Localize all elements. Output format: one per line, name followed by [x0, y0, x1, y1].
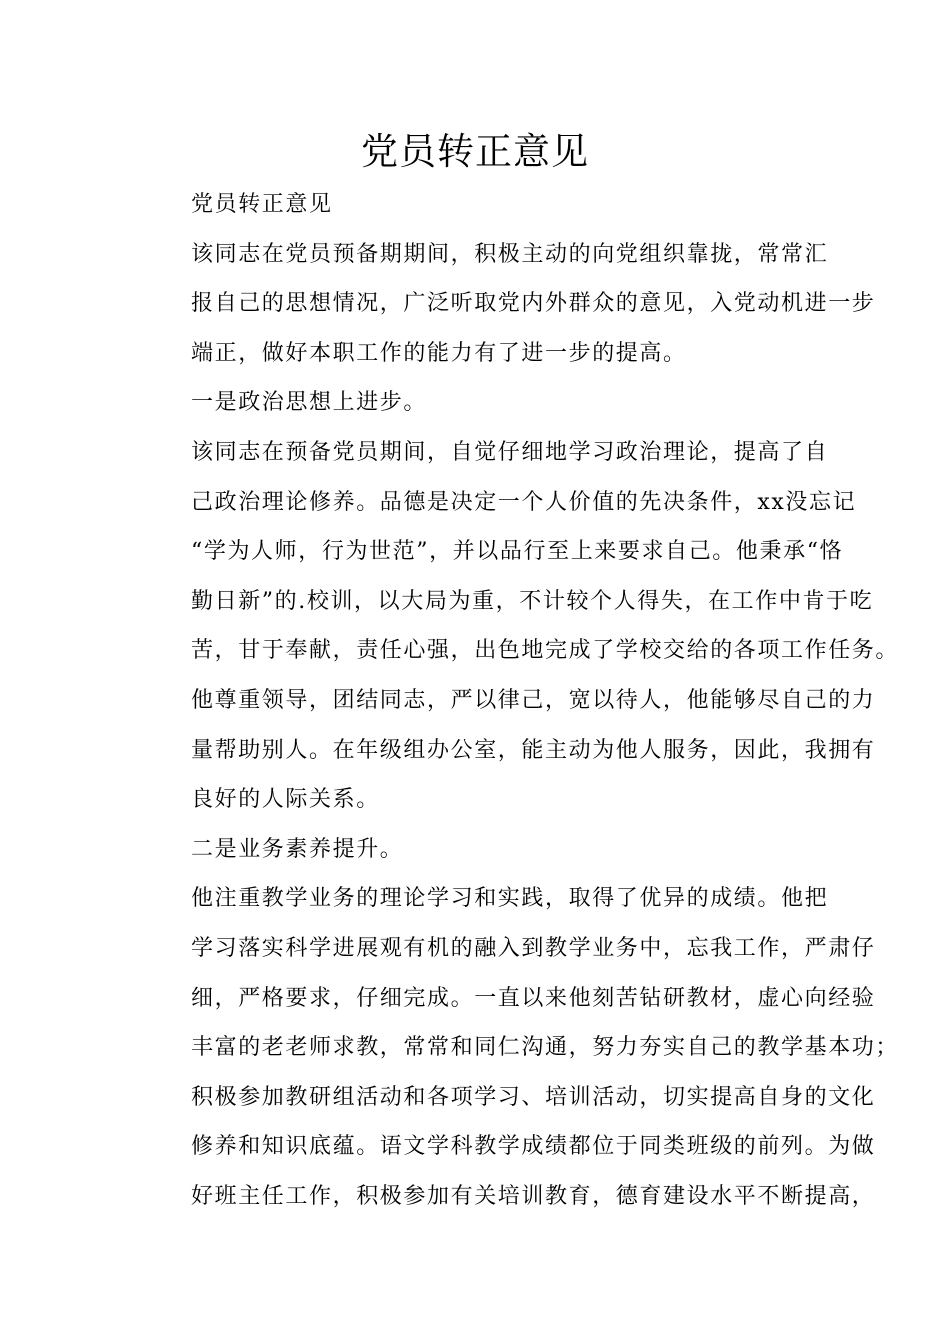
- text-line: 勤日新”的.校训，以大局为重，不计较个人得失，在工作中肯于吃: [191, 588, 874, 614]
- document-body: [147, 180, 900, 1221]
- text-line: 积极参加教研组活动和各项学习、培训活动，切实提高自身的文化: [191, 1084, 876, 1110]
- text-line: 该同志在党员预备期期间，积极主动的向党组织靠拢，常常汇: [191, 241, 829, 267]
- text-line: 修养和知识底蕴。语文学科教学成绩都位于同类班级的前列。为做: [191, 1134, 876, 1160]
- section-heading-political: [147, 378, 827, 428]
- text-line: 好班主任工作，积极参加有关培训教育，德育建设水平不断提高，: [191, 1183, 876, 1209]
- text-line: 端正，做好本职工作的能力有了进一步的提高。: [191, 340, 687, 366]
- text-line: 细，严格要求，仔细完成。一直以来他刻苦钻研教材，虚心向经验: [191, 985, 876, 1011]
- text-line: 丰富的老老师求教，常常和同仁沟通，努力夯实自己的教学基本功；: [191, 1035, 900, 1061]
- text-line: 学习落实科学进展观有机的融入到教学业务中，忘我工作，严肃仔: [191, 935, 876, 961]
- section-heading-professional: [147, 825, 827, 875]
- text-line: 该同志在预备党员期间，自觉仔细地学习政治理论，提高了自: [191, 439, 829, 465]
- text-line: 量帮助别人。在年级组办公室，能主动为他人服务，因此，我拥有: [191, 737, 876, 763]
- paragraph-intro: [147, 230, 876, 379]
- text-line: 己政治理论修养。品德是决定一个人价值的先决条件，xx没忘记: [191, 489, 857, 515]
- text-line: 报自己的思想情况，广泛听取党内外群众的意见，入党动机进一步: [191, 291, 876, 317]
- text-line: 党员转正意见: [191, 192, 333, 217]
- paragraph-political: [147, 428, 900, 825]
- text-line: 一是政治思想上进步。: [191, 390, 428, 416]
- text-line: 他尊重领导，团结同志，严以律己，宽以待人，他能够尽自己的力: [191, 687, 876, 713]
- text-line: 苦，甘于奉献，责任心强，出色地完成了学校交给的各项工作任务。: [191, 638, 900, 664]
- text-line: 他注重教学业务的理论学习和实践，取得了优异的成绩。他把: [191, 886, 829, 912]
- text-line: 良好的人际关系。: [191, 787, 380, 813]
- paragraph-professional: [147, 874, 900, 1221]
- text-line: 二是业务素养提升。: [191, 836, 404, 862]
- paragraph-heading: [147, 180, 827, 230]
- text-line: “学为人师，行为世范”，并以品行至上来要求自己。他秉承“恪: [191, 539, 844, 565]
- document-title: 党员转正意见: [361, 130, 589, 173]
